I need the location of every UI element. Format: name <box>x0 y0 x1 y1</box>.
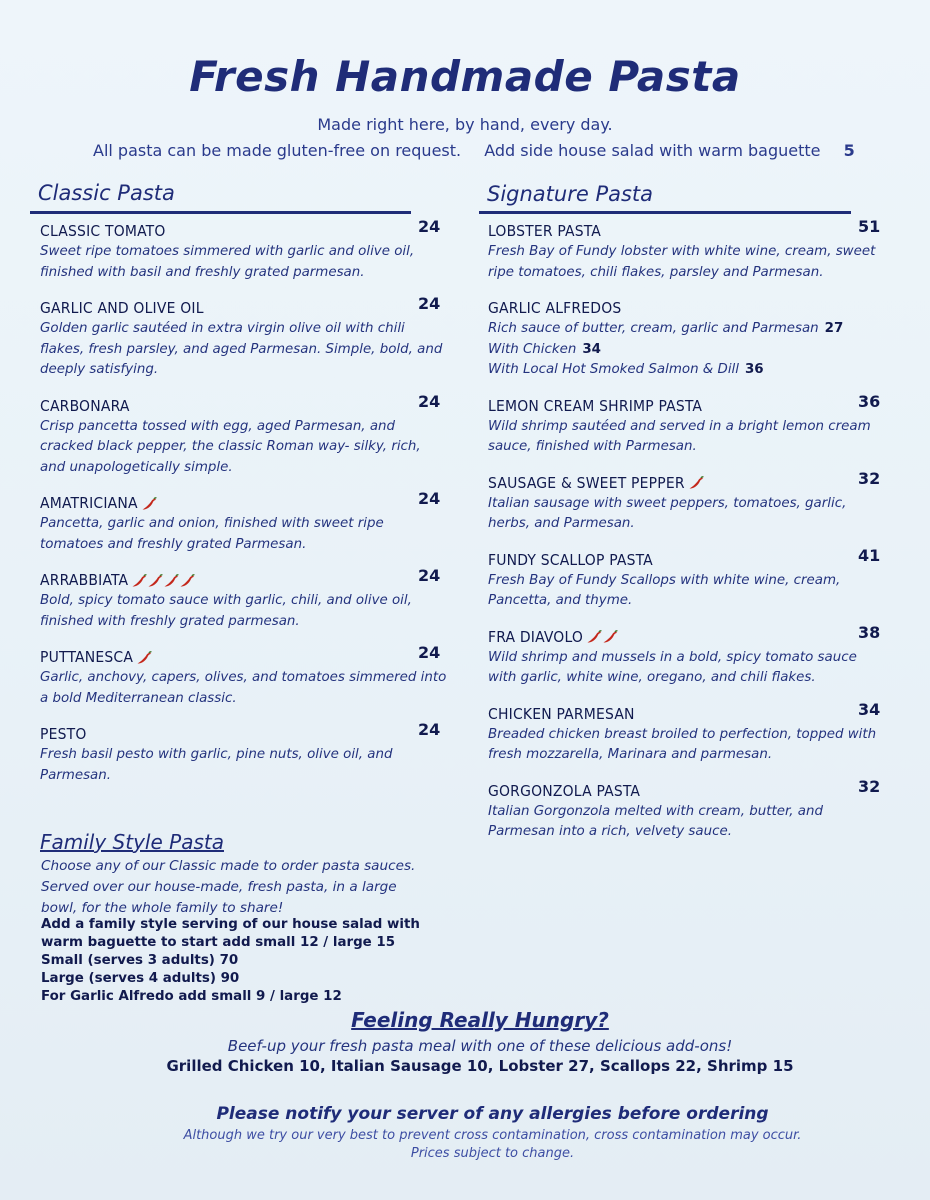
menu-item-name-text: SAUSAGE & SWEET PEPPER <box>488 473 685 492</box>
menu-item-name <box>488 396 888 417</box>
menu-item-price: 24 <box>418 720 441 739</box>
family-option-line: Add a family style serving of our house salad with <box>41 917 420 932</box>
menu-item-name <box>40 221 450 242</box>
side-salad-text: Add side house salad with warm baguette <box>484 141 821 160</box>
signature-divider <box>479 211 851 214</box>
chili-pepper-icon <box>141 493 157 514</box>
menu-item-description: Golden garlic sautéed in extra virgin olive oil with chili flakes, fresh parsley, and aged Parmesan. Simple, bold, and deeply satisfying. <box>40 321 443 377</box>
menu-item-name-text: GARLIC AND OLIVE OIL <box>40 299 204 317</box>
menu-item-name <box>488 781 888 802</box>
classic-pasta-heading: Classic Pasta <box>38 181 175 205</box>
menu-item <box>40 391 450 479</box>
menu-item-name <box>40 570 450 591</box>
family-option-line: Large (serves 4 adults) 90 <box>41 971 240 986</box>
menu-item-description: Italian Gorgonzola melted with cream, butter, and Parmesan into a rich, velvety sauce. <box>488 803 823 839</box>
menu-item <box>488 391 888 458</box>
menu-item <box>488 217 888 283</box>
classic-divider <box>30 211 411 214</box>
menu-item-name <box>488 704 888 725</box>
menu-item-price: 24 <box>418 643 441 662</box>
menu-item-description: Fresh Bay of Fundy lobster with white wine, cream, sweet ripe tomatoes, chili flakes, parsley and Parmesan. <box>488 244 876 280</box>
menu-item-description: Breaded chicken breast broiled to perfection, topped with fresh mozzarella, Marinara and parmesan. <box>488 726 877 762</box>
classic-pasta-list <box>40 217 450 786</box>
menu-item-option <box>488 319 888 340</box>
menu-item-price: 41 <box>858 545 881 565</box>
menu-item-name-text: ARRABBIATA <box>40 571 129 589</box>
add-ons-list: Grilled Chicken 10, Italian Sausage 10, Lobster 27, Scallops 22, Shrimp 15 <box>166 1057 794 1075</box>
menu-item <box>488 622 888 689</box>
family-option-line: For Garlic Alfredo add small 9 / large 12 <box>41 989 342 1004</box>
menu-item-name <box>488 627 888 648</box>
menu-item-name-text: CARBONARA <box>40 396 130 415</box>
menu-item-name-text: CLASSIC TOMATO <box>40 222 166 240</box>
menu-item-option-text: With Chicken <box>488 341 577 357</box>
allergy-disclaimer <box>0 1127 930 1163</box>
menu-item-price: 32 <box>858 776 881 796</box>
menu-item-name-text: LOBSTER PASTA <box>488 222 602 240</box>
menu-item-name <box>488 473 888 494</box>
menu-item-name-text: FUNDY SCALLOP PASTA <box>488 550 653 569</box>
menu-item-description: Sweet ripe tomatoes simmered with garlic and olive oil, finished with basil and freshly grated parmesan. <box>40 244 415 280</box>
gluten-free-text: All pasta can be made gluten-free on request. <box>93 141 462 160</box>
menu-item <box>40 217 450 283</box>
menu-item-price: 38 <box>858 622 881 642</box>
menu-item <box>488 468 888 535</box>
menu-item <box>40 643 450 709</box>
menu-item-description: Bold, spicy tomato sauce with garlic, chili, and olive oil, finished with freshly grated parmesan. <box>40 593 412 629</box>
side-salad-price: 5 <box>843 141 855 160</box>
menu-item-option <box>488 340 888 361</box>
menu-item-option-text: Rich sauce of butter, cream, garlic and Parmesan <box>488 321 819 336</box>
menu-item-name-text: FRA DIAVOLO <box>488 627 584 646</box>
menu-item-description: Wild shrimp and mussels in a bold, spicy tomato sauce with garlic, white wine, oregano, and chili flakes. <box>488 649 857 685</box>
menu-item-price: 34 <box>858 699 881 719</box>
family-style-heading: Family Style Pasta <box>40 830 224 854</box>
menu-item-option-price: 34 <box>582 341 601 357</box>
menu-item-price: 24 <box>418 217 441 236</box>
hungry-subtitle: Beef-up your fresh pasta meal with one of these delicious add-ons! <box>227 1037 733 1055</box>
menu-item-description: Italian sausage with sweet peppers, tomatoes, garlic, herbs, and Parmesan. <box>488 495 847 531</box>
family-option-line: warm baguette to start add small 12 / large 15 <box>41 935 396 950</box>
chili-pepper-icon <box>586 627 618 648</box>
menu-item-price: 24 <box>418 391 441 411</box>
menu-item <box>40 489 450 555</box>
chili-pepper-icon <box>136 647 152 668</box>
family-style-options <box>41 916 421 1006</box>
menu-item-price: 32 <box>858 468 881 488</box>
menu-item <box>488 776 888 843</box>
hungry-heading: Feeling Really Hungry? <box>351 1008 609 1032</box>
menu-item-option <box>488 360 888 381</box>
menu-item-name-text: GARLIC ALFREDOS <box>488 299 622 317</box>
menu-item-name-text: LEMON CREAM SHRIMP PASTA <box>488 396 703 415</box>
chili-pepper-icon <box>131 570 195 591</box>
menu-item-description: Fresh Bay of Fundy Scallops with white wine, cream, Pancetta, and thyme. <box>488 572 841 608</box>
menu-item <box>40 294 450 381</box>
menu-item-price: 36 <box>858 391 881 411</box>
menu-item-price: 51 <box>858 217 881 236</box>
menu-item-option-text: With Local Hot Smoked Salmon & Dill <box>488 362 739 377</box>
menu-item-description: Wild shrimp sautéed and served in a bright lemon cream sauce, finished with Parmesan. <box>488 418 871 454</box>
signature-pasta-heading: Signature Pasta <box>487 182 654 206</box>
menu-item-price: 24 <box>418 294 441 313</box>
subtitle: Made right here, by hand, every day. <box>317 115 613 134</box>
menu-item-name-text: AMATRICIANA <box>40 494 138 512</box>
menu-item-description: Pancetta, garlic and onion, finished with sweet ripe tomatoes and freshly grated Parmesan. <box>40 516 384 552</box>
menu-title: Fresh Handmade Pasta <box>189 52 741 101</box>
menu-item-price: 24 <box>418 566 441 585</box>
chili-pepper-icon <box>688 473 704 494</box>
menu-item-name-text: PUTTANESCA <box>40 648 134 666</box>
menu-item <box>488 545 888 612</box>
signature-pasta-list <box>488 217 888 843</box>
menu-item-name-text: PESTO <box>40 725 87 743</box>
menu-item-name <box>40 298 450 319</box>
prices-note: Prices subject to change. <box>410 1146 575 1161</box>
menu-item-option-price: 36 <box>744 362 764 377</box>
menu-item-description: Fresh basil pesto with garlic, pine nuts, olive oil, and Parmesan. <box>40 747 393 783</box>
menu-item-name <box>488 550 888 571</box>
menu-item-name-text: GORGONZOLA PASTA <box>488 781 641 800</box>
menu-item <box>40 566 450 632</box>
family-option-line: Small (serves 3 adults) 70 <box>41 953 239 968</box>
menu-item-description: Garlic, anchovy, capers, olives, and tomatoes simmered into a bold Mediterranean classic. <box>40 670 447 706</box>
allergy-notice: Please notify your server of any allergies before ordering <box>216 1104 769 1124</box>
family-style-description: Choose any of our Classic made to order pasta sauces. Served over our house-made, fresh pasta, in a large bowl, for the whole family to share! <box>41 858 416 916</box>
menu-item-name <box>40 647 450 668</box>
menu-item-option-price: 27 <box>824 321 844 336</box>
menu-item-name-text: CHICKEN PARMESAN <box>488 704 635 723</box>
menu-item <box>40 720 450 786</box>
menu-item-description: Crisp pancetta tossed with egg, aged Parmesan, and cracked black pepper, the classic Roman way- silky, rich, and unapologetically simple. <box>40 418 421 475</box>
menu-item-name <box>40 724 450 745</box>
gluten-free-note <box>93 141 873 160</box>
menu-item <box>488 298 888 381</box>
menu-item-name <box>40 396 450 417</box>
menu-item-name <box>488 298 888 319</box>
menu-item-name <box>40 493 450 514</box>
menu-item <box>488 699 888 766</box>
cross-contamination-note: Although we try our very best to prevent cross contamination, cross contamination may occur. <box>183 1128 802 1143</box>
menu-item-name <box>488 221 888 242</box>
menu-item-price: 24 <box>418 489 441 508</box>
